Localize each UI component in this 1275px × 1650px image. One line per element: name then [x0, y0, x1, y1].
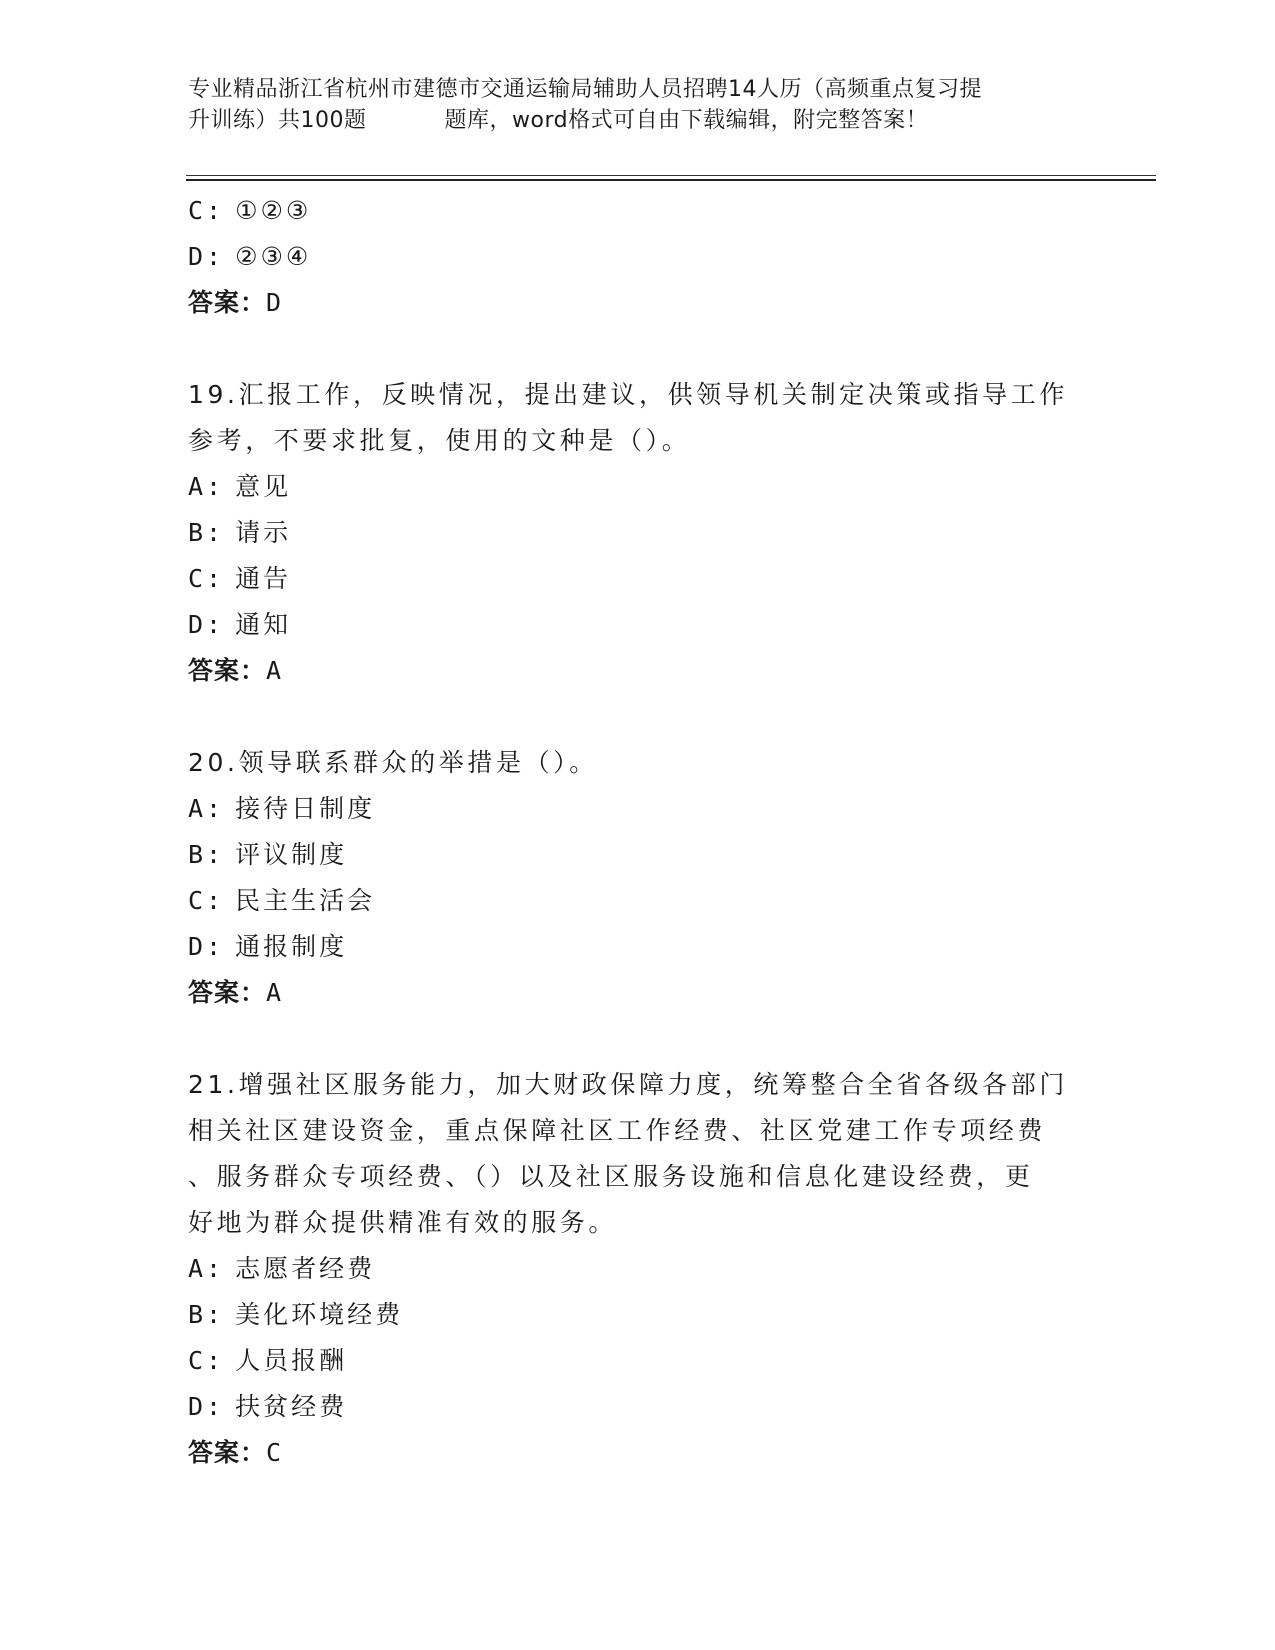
option-c: C: 通告 — [188, 564, 292, 593]
question-text: 20.领导联系群众的举措是（）。 — [188, 748, 598, 777]
option-d: D: 扶贫经费 — [188, 1392, 348, 1421]
question-text-cont: 参考，不要求批复，使用的文种是（）。 — [188, 426, 691, 455]
option-b: B: 请示 — [188, 518, 292, 547]
header-line-2b: 题库，word格式可自由下载编辑，附完整答案！ — [444, 108, 929, 133]
header-divider-thin — [186, 175, 1156, 176]
question-text: 19.汇报工作，反映情况，提出建议，供领导机关制定决策或指导工作 — [188, 380, 1068, 409]
option-d: D: 通报制度 — [188, 932, 348, 961]
option-a: A: 志愿者经费 — [188, 1254, 376, 1283]
answer-line: 答案：A — [188, 978, 283, 1007]
option-b: B: 美化环境经费 — [188, 1300, 404, 1329]
header-line-2a: 升训练）共100题 — [188, 108, 367, 133]
answer-line: 答案：D — [188, 288, 283, 317]
question-21 — [188, 1062, 1088, 1476]
document-header — [188, 74, 1088, 136]
question-list — [188, 188, 1088, 1476]
option-c: C: 民主生活会 — [188, 886, 376, 915]
answer-line: 答案：C — [188, 1438, 283, 1467]
question-19 — [188, 372, 1088, 694]
option-c: C: 人员报酬 — [188, 1346, 348, 1375]
header-divider-thick — [186, 179, 1156, 181]
option-c: C: ①②③ — [188, 196, 312, 225]
option-a: A: 意见 — [188, 472, 292, 501]
question-text-cont: 好地为群众提供精准有效的服务。 — [188, 1208, 618, 1237]
option-d: D: 通知 — [188, 610, 292, 639]
option-a: A: 接待日制度 — [188, 794, 376, 823]
question-text: 21.增强社区服务能力，加大财政保障力度，统筹整合全省各级各部门 — [188, 1070, 1068, 1099]
question-text-cont: 、服务群众专项经费、（）以及社区服务设施和信息化建设经费，更 — [188, 1162, 1034, 1191]
option-d: D: ②③④ — [188, 242, 312, 271]
question-20 — [188, 740, 1088, 1016]
prev-question-tail — [188, 188, 1088, 326]
option-b: B: 评议制度 — [188, 840, 348, 869]
answer-line: 答案：A — [188, 656, 283, 685]
question-text-cont: 相关社区建设资金，重点保障社区工作经费、社区党建工作专项经费 — [188, 1116, 1047, 1145]
header-line-1: 专业精品浙江省杭州市建德市交通运输局辅助人员招聘14人历（高频重点复习提 — [188, 77, 982, 102]
header-line-2 — [188, 105, 1088, 136]
